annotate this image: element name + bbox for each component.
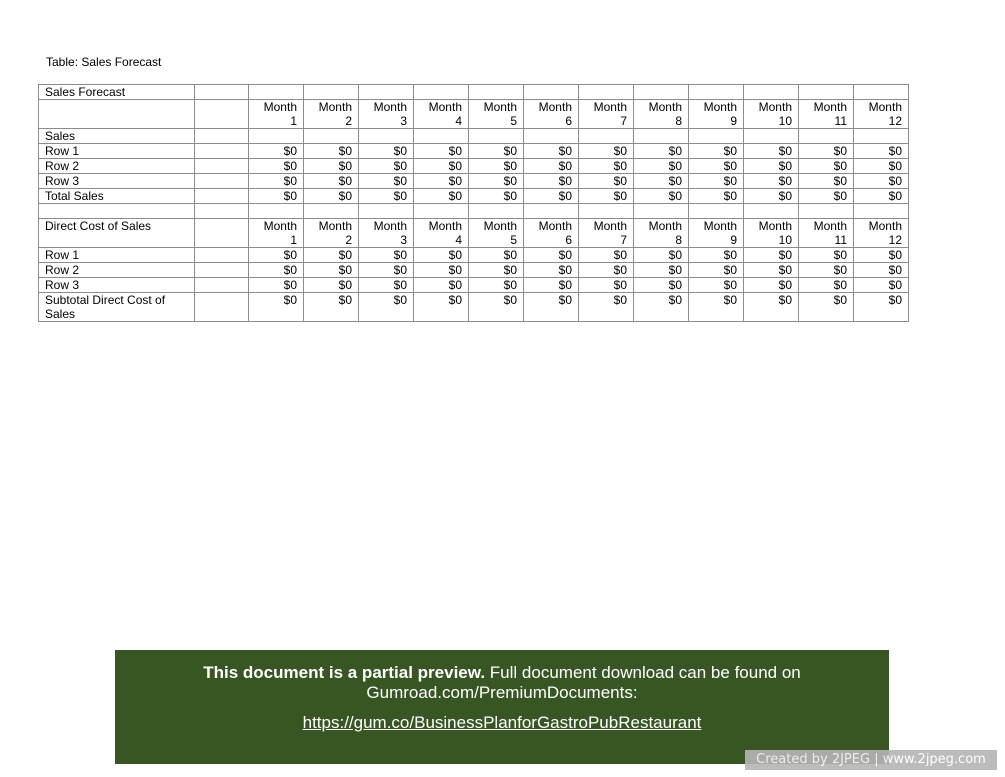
value-cell: $0 xyxy=(854,278,909,293)
value-cell: $0 xyxy=(799,189,854,204)
value-cell: $0 xyxy=(359,174,414,189)
empty-cell xyxy=(634,129,689,144)
empty-cell xyxy=(195,129,249,144)
value-cell: $0 xyxy=(744,189,799,204)
value-cell: $0 xyxy=(249,248,304,263)
empty-cell xyxy=(359,85,414,100)
row-label: Total Sales xyxy=(39,189,195,204)
month-header: Month 2 xyxy=(304,100,359,129)
empty-cell xyxy=(195,219,249,248)
month-header: Month 3 xyxy=(359,100,414,129)
value-cell: $0 xyxy=(304,144,359,159)
value-cell: $0 xyxy=(524,248,579,263)
empty-cell xyxy=(39,100,195,129)
value-cell: $0 xyxy=(524,144,579,159)
empty-cell xyxy=(854,204,909,219)
empty-cell xyxy=(744,85,799,100)
empty-cell xyxy=(195,85,249,100)
value-cell: $0 xyxy=(304,263,359,278)
table-row xyxy=(39,174,909,189)
row-label: Subtotal Direct Cost of Sales xyxy=(39,293,195,322)
month-header: Month 10 xyxy=(744,100,799,129)
month-header: Month 4 xyxy=(414,219,469,248)
month-header: Month 4 xyxy=(414,100,469,129)
value-cell: $0 xyxy=(634,144,689,159)
empty-cell xyxy=(634,204,689,219)
empty-cell xyxy=(524,129,579,144)
empty-cell xyxy=(799,129,854,144)
value-cell: $0 xyxy=(524,263,579,278)
table-row xyxy=(39,278,909,293)
value-cell: $0 xyxy=(854,263,909,278)
empty-cell xyxy=(744,129,799,144)
empty-cell xyxy=(304,129,359,144)
empty-cell xyxy=(469,204,524,219)
value-cell: $0 xyxy=(249,159,304,174)
empty-cell xyxy=(195,263,249,278)
empty-cell xyxy=(195,204,249,219)
value-cell: $0 xyxy=(249,278,304,293)
watermark: Created by 2JPEG | www.2jpeg.com xyxy=(745,750,997,770)
value-cell: $0 xyxy=(579,174,634,189)
value-cell: $0 xyxy=(854,248,909,263)
value-cell: $0 xyxy=(249,263,304,278)
value-cell: $0 xyxy=(304,248,359,263)
value-cell: $0 xyxy=(854,144,909,159)
banner-line-2: Gumroad.com/PremiumDocuments: xyxy=(366,683,638,702)
value-cell: $0 xyxy=(524,159,579,174)
month-header: Month 12 xyxy=(854,219,909,248)
empty-cell xyxy=(799,85,854,100)
month-header: Month 5 xyxy=(469,100,524,129)
empty-cell xyxy=(195,144,249,159)
value-cell: $0 xyxy=(414,263,469,278)
empty-cell xyxy=(195,278,249,293)
table-row xyxy=(39,293,909,322)
month-header: Month 8 xyxy=(634,219,689,248)
value-cell: $0 xyxy=(304,278,359,293)
row-label: Row 3 xyxy=(39,174,195,189)
table-row xyxy=(39,85,909,100)
value-cell: $0 xyxy=(304,174,359,189)
row-label: Row 2 xyxy=(39,159,195,174)
month-header: Month 9 xyxy=(689,100,744,129)
value-cell: $0 xyxy=(579,248,634,263)
value-cell: $0 xyxy=(799,293,854,322)
empty-cell xyxy=(359,204,414,219)
empty-cell xyxy=(854,129,909,144)
month-header: Month 1 xyxy=(249,219,304,248)
value-cell: $0 xyxy=(304,293,359,322)
value-cell: $0 xyxy=(689,293,744,322)
empty-cell xyxy=(854,85,909,100)
value-cell: $0 xyxy=(414,159,469,174)
month-header: Month 7 xyxy=(579,219,634,248)
value-cell: $0 xyxy=(799,248,854,263)
value-cell: $0 xyxy=(744,174,799,189)
value-cell: $0 xyxy=(469,144,524,159)
empty-cell xyxy=(195,174,249,189)
value-cell: $0 xyxy=(359,159,414,174)
empty-cell xyxy=(359,129,414,144)
empty-cell xyxy=(414,85,469,100)
empty-cell xyxy=(414,129,469,144)
empty-cell xyxy=(195,293,249,322)
value-cell: $0 xyxy=(799,174,854,189)
month-header: Month 5 xyxy=(469,219,524,248)
value-cell: $0 xyxy=(634,159,689,174)
empty-cell xyxy=(689,204,744,219)
empty-cell xyxy=(579,204,634,219)
empty-cell xyxy=(39,204,195,219)
value-cell: $0 xyxy=(634,248,689,263)
value-cell: $0 xyxy=(524,278,579,293)
month-header: Month 11 xyxy=(799,100,854,129)
value-cell: $0 xyxy=(634,263,689,278)
value-cell: $0 xyxy=(249,189,304,204)
value-cell: $0 xyxy=(854,189,909,204)
table-caption: Table: Sales Forecast xyxy=(46,55,162,69)
section-label: Sales Forecast xyxy=(39,85,195,100)
value-cell: $0 xyxy=(634,174,689,189)
value-cell: $0 xyxy=(469,263,524,278)
value-cell: $0 xyxy=(524,293,579,322)
empty-cell xyxy=(634,85,689,100)
month-header: Month 2 xyxy=(304,219,359,248)
banner-bold-text: This document is a partial preview. xyxy=(203,663,486,682)
value-cell: $0 xyxy=(579,144,634,159)
value-cell: $0 xyxy=(469,278,524,293)
month-header: Month 11 xyxy=(799,219,854,248)
value-cell: $0 xyxy=(414,189,469,204)
month-header: Month 10 xyxy=(744,219,799,248)
empty-cell xyxy=(414,204,469,219)
value-cell: $0 xyxy=(689,189,744,204)
value-cell: $0 xyxy=(579,159,634,174)
value-cell: $0 xyxy=(414,293,469,322)
empty-cell xyxy=(195,100,249,129)
value-cell: $0 xyxy=(304,189,359,204)
value-cell: $0 xyxy=(249,174,304,189)
month-header: Month 6 xyxy=(524,100,579,129)
section-label: Direct Cost of Sales xyxy=(39,219,195,248)
month-header: Month 7 xyxy=(579,100,634,129)
value-cell: $0 xyxy=(799,159,854,174)
empty-cell xyxy=(195,248,249,263)
empty-cell xyxy=(689,129,744,144)
table-row xyxy=(39,159,909,174)
value-cell: $0 xyxy=(744,263,799,278)
value-cell: $0 xyxy=(799,263,854,278)
value-cell: $0 xyxy=(689,263,744,278)
value-cell: $0 xyxy=(359,144,414,159)
value-cell: $0 xyxy=(579,293,634,322)
value-cell: $0 xyxy=(689,278,744,293)
value-cell: $0 xyxy=(414,248,469,263)
value-cell: $0 xyxy=(579,263,634,278)
row-label: Row 1 xyxy=(39,144,195,159)
month-header: Month 9 xyxy=(689,219,744,248)
table-row xyxy=(39,189,909,204)
row-label: Row 1 xyxy=(39,248,195,263)
value-cell: $0 xyxy=(744,248,799,263)
empty-cell xyxy=(524,85,579,100)
empty-cell xyxy=(195,189,249,204)
value-cell: $0 xyxy=(689,248,744,263)
value-cell: $0 xyxy=(359,189,414,204)
value-cell: $0 xyxy=(359,293,414,322)
value-cell: $0 xyxy=(469,174,524,189)
empty-cell xyxy=(469,85,524,100)
value-cell: $0 xyxy=(744,293,799,322)
value-cell: $0 xyxy=(359,248,414,263)
month-header: Month 3 xyxy=(359,219,414,248)
month-header: Month 1 xyxy=(249,100,304,129)
row-label: Row 2 xyxy=(39,263,195,278)
month-header: Month 6 xyxy=(524,219,579,248)
month-header-row xyxy=(39,219,909,248)
value-cell: $0 xyxy=(524,189,579,204)
value-cell: $0 xyxy=(414,278,469,293)
empty-cell xyxy=(249,129,304,144)
table-row xyxy=(39,248,909,263)
sales-forecast-table xyxy=(38,84,909,322)
value-cell: $0 xyxy=(414,174,469,189)
empty-cell xyxy=(249,204,304,219)
empty-cell xyxy=(524,204,579,219)
value-cell: $0 xyxy=(744,144,799,159)
empty-cell xyxy=(799,204,854,219)
value-cell: $0 xyxy=(689,159,744,174)
value-cell: $0 xyxy=(799,144,854,159)
table-row xyxy=(39,204,909,219)
month-header-row xyxy=(39,100,909,129)
empty-cell xyxy=(304,204,359,219)
value-cell: $0 xyxy=(359,278,414,293)
value-cell: $0 xyxy=(359,263,414,278)
banner-text-1: Full document download can be found on xyxy=(485,663,801,682)
value-cell: $0 xyxy=(304,159,359,174)
value-cell: $0 xyxy=(744,278,799,293)
value-cell: $0 xyxy=(634,293,689,322)
empty-cell xyxy=(249,85,304,100)
value-cell: $0 xyxy=(689,174,744,189)
value-cell: $0 xyxy=(249,144,304,159)
download-link[interactable]: https://gum.co/BusinessPlanforGastroPubRestaurant xyxy=(302,713,702,732)
empty-cell xyxy=(304,85,359,100)
value-cell: $0 xyxy=(854,293,909,322)
empty-cell xyxy=(579,85,634,100)
value-cell: $0 xyxy=(634,189,689,204)
value-cell: $0 xyxy=(634,278,689,293)
value-cell: $0 xyxy=(799,278,854,293)
empty-cell xyxy=(579,129,634,144)
value-cell: $0 xyxy=(744,159,799,174)
table-row xyxy=(39,144,909,159)
value-cell: $0 xyxy=(524,174,579,189)
value-cell: $0 xyxy=(469,248,524,263)
value-cell: $0 xyxy=(854,159,909,174)
table-row xyxy=(39,129,909,144)
row-label: Row 3 xyxy=(39,278,195,293)
table-row xyxy=(39,263,909,278)
empty-cell xyxy=(469,129,524,144)
empty-cell xyxy=(744,204,799,219)
empty-cell xyxy=(689,85,744,100)
value-cell: $0 xyxy=(469,159,524,174)
preview-banner xyxy=(115,650,889,764)
month-header: Month 12 xyxy=(854,100,909,129)
month-header: Month 8 xyxy=(634,100,689,129)
value-cell: $0 xyxy=(854,174,909,189)
value-cell: $0 xyxy=(469,293,524,322)
value-cell: $0 xyxy=(469,189,524,204)
value-cell: $0 xyxy=(689,144,744,159)
empty-cell xyxy=(195,159,249,174)
value-cell: $0 xyxy=(579,278,634,293)
value-cell: $0 xyxy=(249,293,304,322)
section-label: Sales xyxy=(39,129,195,144)
value-cell: $0 xyxy=(579,189,634,204)
value-cell: $0 xyxy=(414,144,469,159)
banner-line-1 xyxy=(115,663,889,683)
